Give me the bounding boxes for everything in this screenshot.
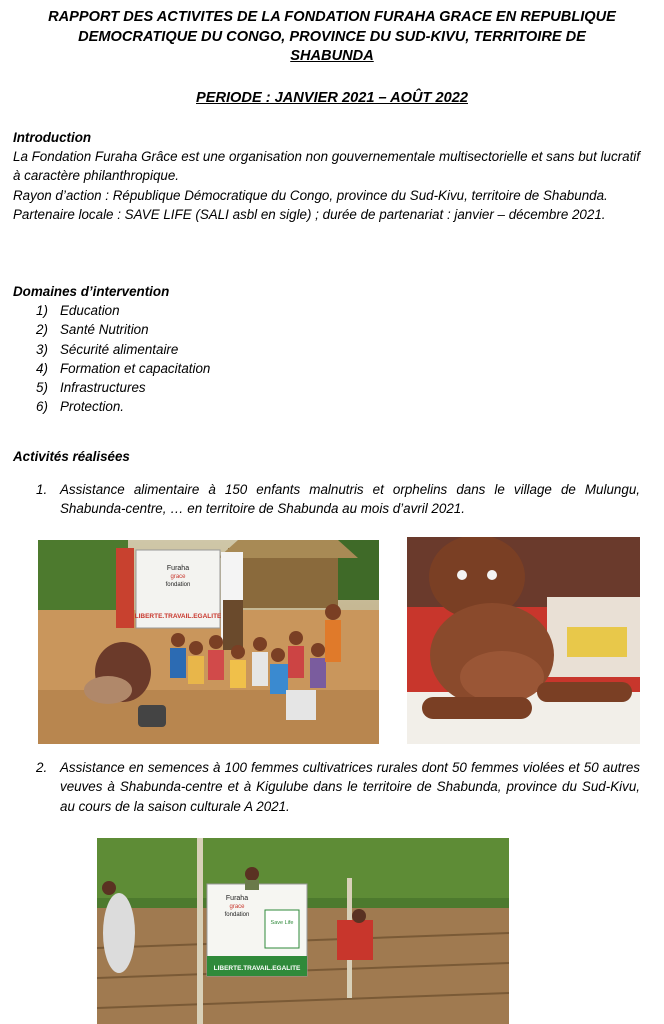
title-line-3: SHABUNDA xyxy=(290,48,374,64)
photo-food-distribution xyxy=(38,540,379,744)
banner1-slogan: LIBERTE.TRAVAIL.EGALITE xyxy=(134,613,222,620)
banner1-org-line3: fondation xyxy=(165,582,191,588)
activity-item-2: 2. Assistance en semences à 100 femmes cultivatrices rurales dont 50 femmes violées et 50 autres veuves à Shabunda-centre et à Kigulube dans le territoire de Shabunda, province du Sud-Kivu, au cours de la saison culturale A 2021. xyxy=(36,760,640,814)
banner2-org-line2: grace xyxy=(229,904,245,910)
domain-item: 6) Protection. xyxy=(36,399,125,415)
banner1-org-line1: Furaha xyxy=(166,565,190,572)
banner2-org-line3: fondation xyxy=(224,912,250,918)
report-period: PERIODE : JANVIER 2021 – AOÛT 2022 xyxy=(196,90,468,106)
activities-heading: Activités réalisées xyxy=(13,449,130,464)
domain-item: 2) Santé Nutrition xyxy=(36,322,149,338)
domain-item: 4) Formation et capacitation xyxy=(36,360,211,376)
title-line-2: DEMOCRATIQUE DU CONGO, PROVINCE DU SUD-KIVU, TERRITOIRE DE xyxy=(78,28,586,45)
domains-heading: Domaines d’intervention xyxy=(13,284,170,299)
introduction-heading: Introduction xyxy=(13,130,92,145)
introduction-paragraph-2: Rayon d’action : République Démocratique du Congo, province du Sud-Kivu, territoire de Shabunda. xyxy=(13,187,608,203)
report-title xyxy=(20,8,644,67)
activity-item-1: 1. Assistance alimentaire à 150 enfants malnutris et orphelins dans le village de Mulungu, Shabunda-centre, … en territoire de Shabunda au mois d’avril 2021. xyxy=(36,482,640,517)
domain-item: 3) Sécurité alimentaire xyxy=(36,341,179,357)
domain-item: 1) Education xyxy=(36,303,120,318)
banner2-org-line1: Furaha xyxy=(225,895,249,902)
photo-field-seeds xyxy=(97,838,509,1024)
banner2-partner: Save Life xyxy=(270,920,294,926)
introduction-section xyxy=(13,128,640,224)
domain-item: 5) Infrastructures xyxy=(36,380,146,396)
banner2-slogan: LIBERTE.TRAVAIL.EGALITE xyxy=(213,965,301,972)
domains-list xyxy=(36,301,210,417)
banner1-org-line2: grace xyxy=(170,574,186,580)
introduction-paragraph-3: Partenaire locale : SAVE LIFE (SALI asbl en sigle) ; durée de partenariat : janvier – décembre 2021. xyxy=(13,206,606,222)
title-line-1: RAPPORT DES ACTIVITES DE LA FONDATION FURAHA GRACE EN REPUBLIQUE xyxy=(48,9,616,25)
photo-malnourished-child xyxy=(407,537,640,744)
introduction-paragraph-1: La Fondation Furaha Grâce est une organisation non gouvernementale multisectorielle et sans but lucratif à caractère philanthropique. xyxy=(13,149,640,184)
